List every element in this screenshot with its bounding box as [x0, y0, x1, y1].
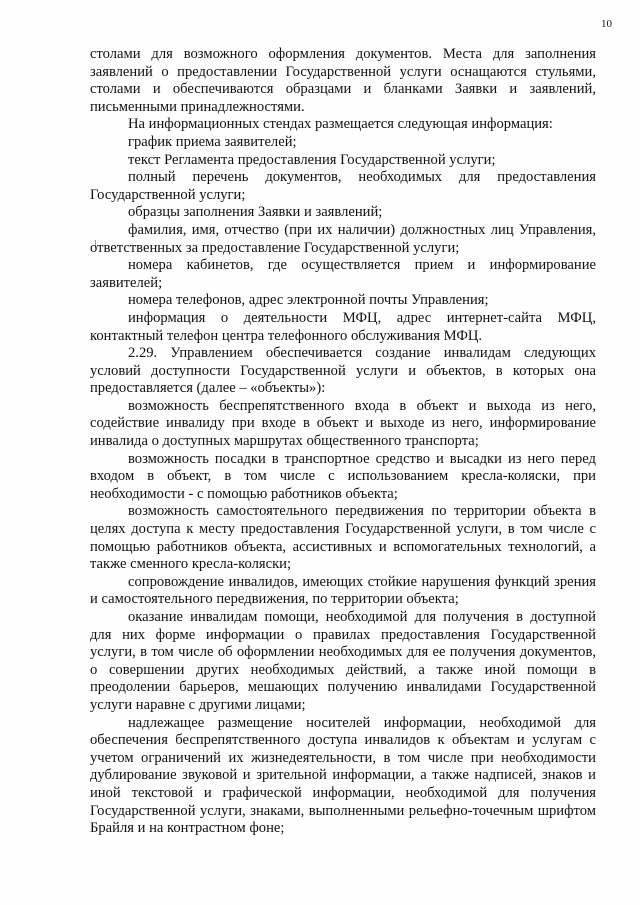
- list-item: информация о деятельности МФЦ, адрес интернет-сайта МФЦ, контактный телефон центра телефонного обслуживания МФЦ.: [90, 309, 596, 344]
- paragraph: столами для возможного оформления документов. Места для заполнения заявлений о предоставлении Государственной услуги оснащаются стульями, столами и обеспечиваются образцами и бланками Заявки и заявлений, письменными принадлежностями.: [90, 46, 596, 115]
- list-item: возможность посадки в транспортное средство и высадки из него перед входом в объект, в том числе с использованием кресла-коляски, при необходимости - с помощью работников объекта;: [90, 450, 596, 502]
- list-item: график приема заявителей;: [128, 133, 297, 150]
- list-item: номера кабинетов, где осуществляется прием и информирование заявителей;: [90, 257, 596, 291]
- list-item: полный перечень документов, необходимых для предоставления Государственной услуги;: [90, 169, 596, 203]
- list-item: номера телефонов, адрес электронной почты Управления;: [128, 292, 489, 309]
- page-number: 10: [601, 18, 612, 30]
- list-item: текст Регламента предоставления Государственной услуги;: [128, 151, 496, 168]
- list-item: надлежащее размещение носителей информации, необходимой для обеспечения беспрепятственного доступа инвалидов к объектам и услугам с учетом ограничений их жизнедеятельности, в том числе при необходимости дублирование звуковой и зрительной информации, а также надписей, знаков и иной текстовой и графической информации, необходимой для получения Государственной услуги, знаками, выполненными рельефно-точечным шрифтом Брайля и на контрастном фоне;: [90, 714, 596, 837]
- paragraph: На информационных стендах размещается следующая информация:: [128, 116, 553, 133]
- list-item: образцы заполнения Заявки и заявлений;: [128, 204, 383, 221]
- list-item: фамилия, имя, отчество (при их наличии) должностных лиц Управления, ответственных за предоставление Государственной услуги;: [90, 221, 596, 256]
- list-item: оказание инвалидам помощи, необходимой для получения в доступной для них форме информации о правилах предоставления Государственной услуги, в том числе об оформлении необходимых для ее получения документов, о совершении других необходимых действий, а также иной помощи в преодолении барьеров, мешающих получению инвалидами Государственной услуги наравне с другими лицами;: [90, 609, 596, 713]
- list-item: возможность самостоятельного передвижения по территории объекта в целях доступа к месту предоставления Государственной услуги, в том числе с помощью работников объекта, ассистивных и вспомогательных технологий, а также сменного кресла-коляски;: [90, 503, 596, 573]
- list-item: возможность беспрепятственного входа в объект и выхода из него, содействие инвалиду при входе в объект и выходе из него, информирование инвалида о доступных маршрутах общественного транспорта;: [90, 397, 596, 450]
- list-item: сопровождение инвалидов, имеющих стойкие нарушения функций зрения и самостоятельного передвижения, по территории объекта;: [90, 573, 596, 608]
- body-text: [90, 46, 596, 838]
- section-paragraph: 2.29. Управлением обеспечивается создание инвалидам следующих условий доступности Государственной услуги и объектов, в которых она предоставляется (далее – «объекты»):: [90, 345, 596, 397]
